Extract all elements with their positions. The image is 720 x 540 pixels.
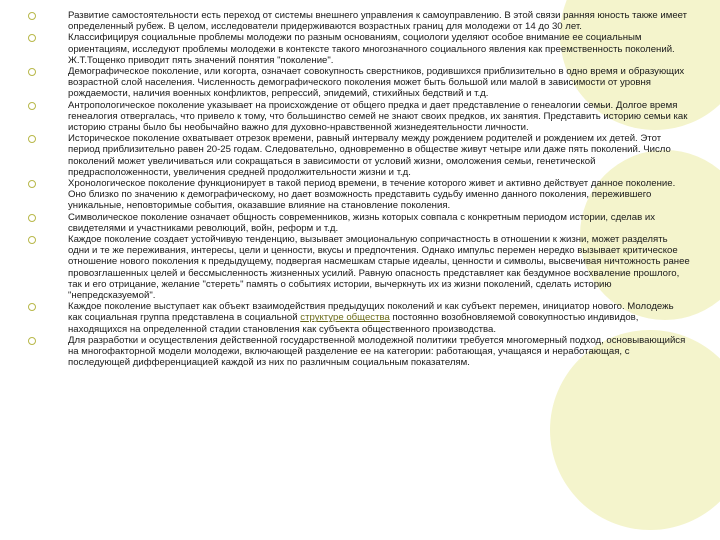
list-item-8 [28,234,690,301]
hollow-circle-bullet-icon [28,102,36,110]
hollow-circle-bullet-icon [28,12,36,20]
item-text: Хронологическое поколение функционирует в такой период времени, в течение которого живет и активно действует данное поколение. Оно близко по значению к демографическому, но дает возможность представить судьбу именно данного поколения, пережившего уникальные, неповторимые события, оказавшие влияние на становление поколения. [68,178,676,212]
item-text: Антропологическое поколение указывает на происхождение от общего предка и дает представление о генеалогии семьи. Долгое время генеалогия отвергалась, что привело к тому, что большинство семей не знают своих предков, их занятия. Представить историю семьи как историю страны было бы необычайно важно для духовно-нравственной жизнедеятельности личности. [68,99,688,134]
item-text: Символическое поколение означает общность современников, жизнь которых совпала с конкретным периодом истории, сделав их свидетелями и участниками революций, войн, реформ и т.д. [68,211,656,234]
item-text: Классифицируя социальные проблемы молодежи по разным основаниям, социологи уделяют особое внимание ее социальным ориентациям, исследуют проблемы молодежи в контексте такого многозначного социального явления как преемственность поколений. Ж.Т.Тощенко приводит пять значений понятия "поколение". [68,32,675,66]
list-item-6 [28,178,690,212]
item-text: Для разработки и осуществления действенной государственной молодежной политики требуется многомерный подход, основывающийся на многофакторной модели молодежи, включающей разделение ее на категории: работающая, учащаяся и неработающая, с последующей дифференциацией каждой из них по различным социальным показателям. [68,334,686,369]
hollow-circle-bullet-icon [28,337,36,345]
item-text [68,301,690,335]
hollow-circle-bullet-icon [28,135,36,143]
list-item-4 [28,100,690,134]
hollow-circle-bullet-icon [28,236,36,244]
hollow-circle-bullet-icon [28,180,36,188]
list-item-9 [28,301,690,335]
hollow-circle-bullet-icon [28,68,36,76]
list-item-2 [28,32,690,66]
hollow-circle-bullet-icon [28,214,36,222]
item-text-after-link: постоянно возобновляемой совокупностью индивидов, находящихся на определенной стадии становления как субъекта общественного производства. [68,312,639,335]
link-structure-of-society[interactable]: структуре общества [300,312,390,324]
bullet-list [28,10,690,369]
list-item-1 [28,10,690,32]
item-text: Каждое поколение создает устойчивую тенденцию, вызывает эмоциональную сопричастность в отношении к жизни, может разделять одни и те же переживания, интересы, цели и ценности, вкусы и предпочтения. Однако импульс перемен нередко вызывает критическое отношение нового поколения к предыдущему, подвергая насмешкам старые идеалы, ценности и символы, высвечивая ничтожность ранее провозглашенных целей и бессмысленность жизненных усилий. Равную опасность представляет как бездумное восхваление прошлого, так и его отрицание, желание "стереть" память о событиях истории, вычеркнуть их из жизни поколений, сделать историю "непредсказуемой". [68,234,690,302]
list-item-7 [28,212,690,234]
hollow-circle-bullet-icon [28,303,36,311]
item-text: Развитие самостоятельности есть переход от системы внешнего управления к самоуправлению. В этой связи ранняя юность также имеет определенный рубеж. В целом, исследователи придерживаются возрастных границ для молодежи от 14 до 30 лет. [68,10,688,33]
list-item-3 [28,66,690,100]
item-text: Историческое поколение охватывает отрезок времени, равный интервалу между рождением родителей и рождением их детей. Этот период приблизительно равен 20-25 годам. Следовательно, одновременно в обществе живут четыре или даже пять поколений. Число поколений может увеличиваться или сокращаться в зависимости от условий жизни, омоложения семьи, генетической предрасположенности, увеличения средней продолжительности жизни и т.д. [68,133,671,178]
item-text: Демографическое поколение, или когорта, означает совокупность сверстников, родившихся приблизительно в одно время и образующих возрастной слой населения. Численность демографического поколения может быть большой или малой в зависимости от уровня рождаемости, наличия военных конфликтов, репрессий, эпидемий, стихийных бедствий и т.д. [68,66,685,100]
list-item-10 [28,335,690,369]
item-text-before-link: Каждое поколение выступает как объект взаимодействия предыдущих поколений и как субъект перемен, инициатор нового. Молодежь как социальная группа представлена в социальной [68,301,674,324]
hollow-circle-bullet-icon [28,34,36,42]
list-item-5 [28,133,690,178]
